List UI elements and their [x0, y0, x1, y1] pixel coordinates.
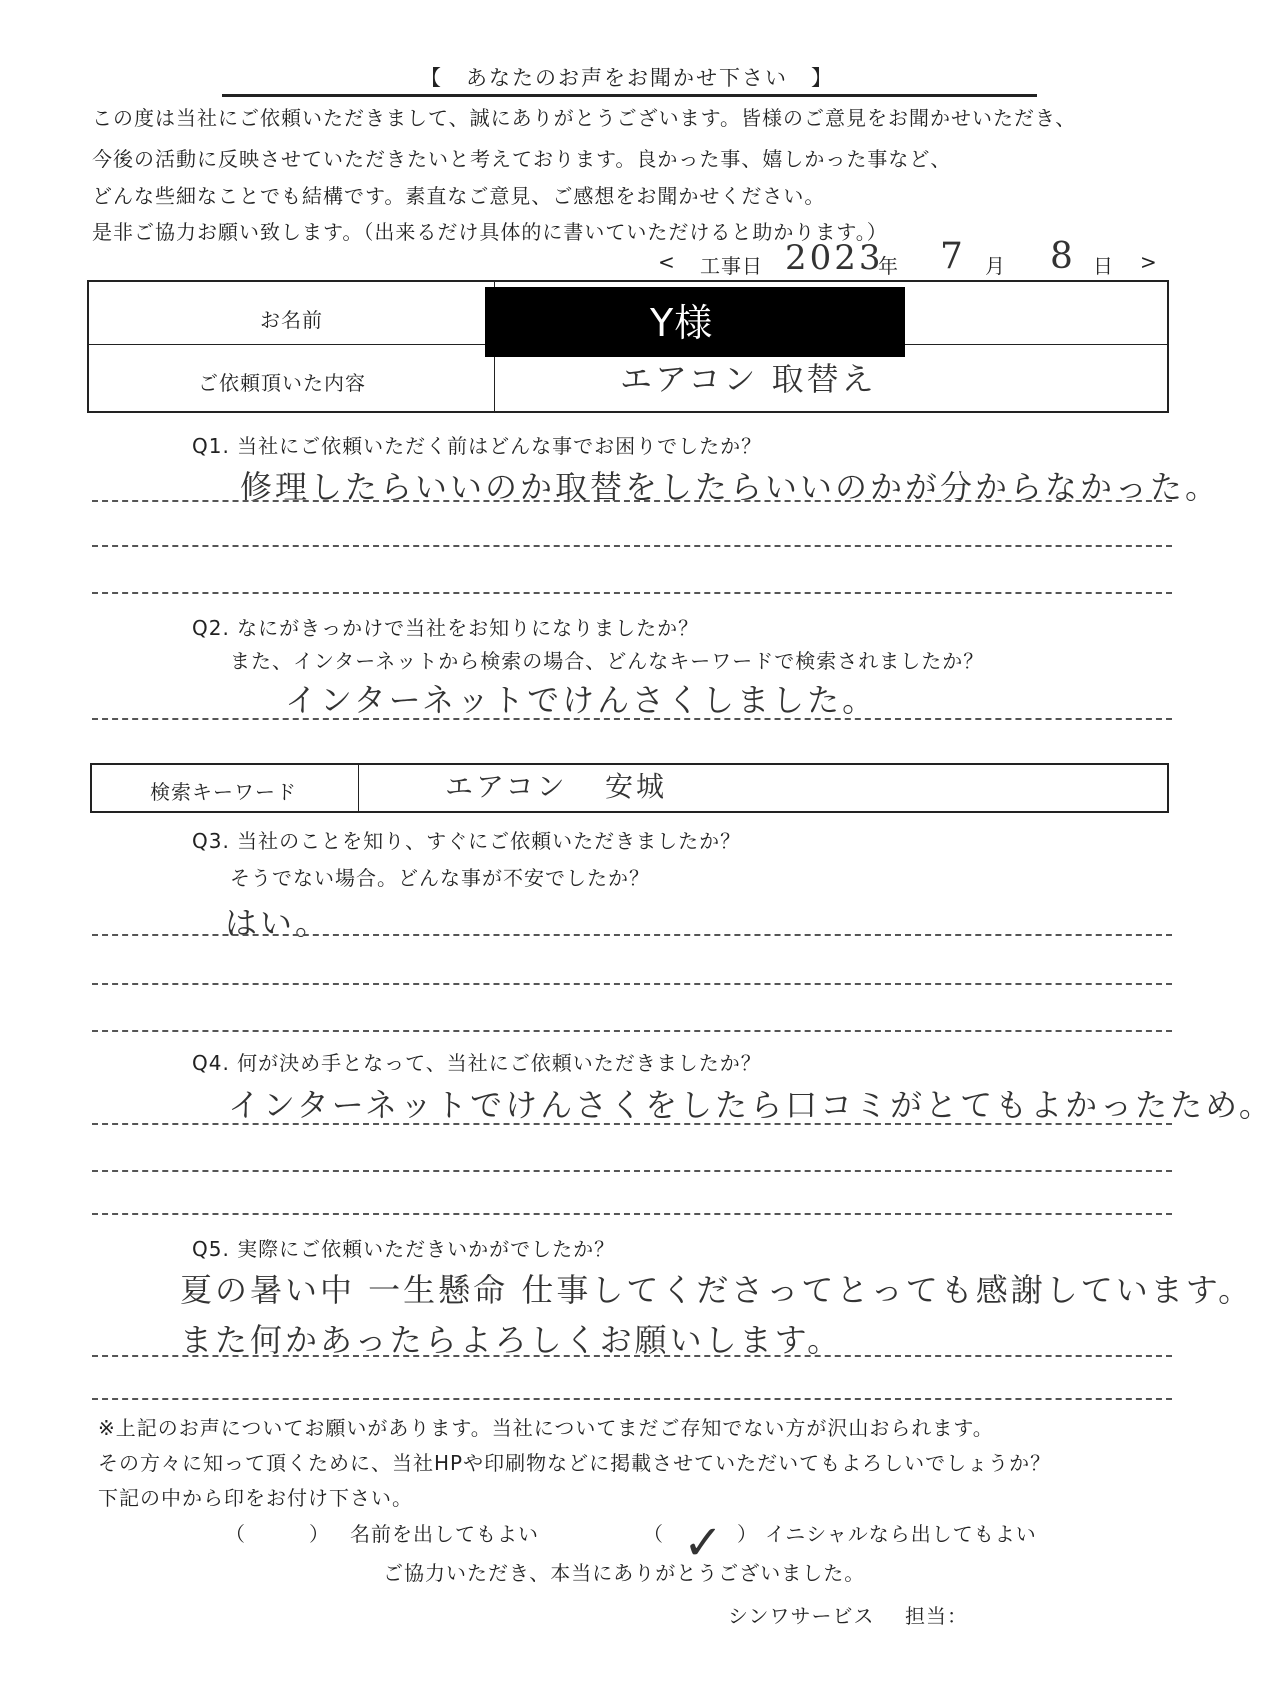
checkmark-icon: ✓ [683, 1515, 724, 1571]
date-open-bracket: < [658, 250, 676, 274]
date-year: 2023 [785, 238, 884, 278]
q4-question: Q4. 何が決め手となって、当社にご依頼いただきましたか？ [192, 1051, 762, 1075]
intro-line-2: 今後の活動に反映させていただきたいと考えております。良かった事、嬉しかった事など、 [92, 147, 952, 171]
q5-question: Q5. 実際にご依頼いただきいかがでしたか？ [192, 1237, 616, 1261]
staff-label: 担当： [905, 1604, 968, 1628]
q2-question-2: また、インターネットから検索の場合、どんなキーワードで検索されましたか？ [230, 649, 985, 673]
answer-line [92, 545, 1172, 547]
option-name-checkbox[interactable]: （ ） [225, 1522, 330, 1546]
option-initial-open[interactable]: （ [643, 1522, 664, 1546]
q2-question-1: Q2. なにがきっかけで当社をお知りになりましたか？ [192, 616, 700, 640]
answer-line [92, 1170, 1172, 1172]
option-initial-close[interactable]: ） [737, 1522, 758, 1546]
answer-line [92, 934, 1172, 936]
q5-answer-1: 夏の暑い中 一生懸命 仕事してくださってとっても感謝しています。 [180, 1271, 1254, 1309]
answer-line [92, 1355, 1172, 1357]
intro-line-4: 是非ご協力お願い致します。（出来るだけ具体的に書いていただけると助かります。） [92, 220, 888, 244]
q3-question-2: そうでない場合。どんな事が不安でしたか？ [230, 866, 650, 890]
footer-note-2: その方々に知って頂くために、当社HPや印刷物などに掲載させていただいてもよろしいでしょうか？ [98, 1451, 1052, 1475]
answer-line [92, 1123, 1172, 1125]
answer-line [92, 1398, 1172, 1400]
option-name-label: 名前を出してもよい [350, 1522, 539, 1546]
answer-line [92, 1030, 1172, 1032]
thanks-message: ご協力いただき、本当にありがとうございました。 [383, 1561, 866, 1585]
company-name: シンワサービス [728, 1604, 875, 1628]
name-label: お名前 [260, 308, 323, 332]
date-label: 工事日 [700, 254, 763, 278]
option-initial-label: イニシャルなら出してもよい [765, 1522, 1037, 1546]
q2-answer: インターネットでけんさくしました。 [285, 681, 878, 719]
date-month: 7 [940, 236, 966, 277]
answer-line [92, 983, 1172, 985]
footer-note-3: 下記の中から印をお付け下さい。 [98, 1486, 413, 1510]
answer-line [92, 500, 1172, 502]
intro-line-1: この度は当社にご依頼いただきまして、誠にありがとうございます。皆様のご意見をお聞かせいただき、 [92, 106, 1077, 130]
q5-answer-2: また何かあったらよろしくお願いします。 [180, 1321, 843, 1359]
date-month-unit: 月 [985, 254, 1006, 278]
name-value: Y様 [650, 301, 714, 345]
answer-line [92, 718, 1172, 720]
q1-question: Q1. 当社にご依頼いただく前はどんな事でお困りでしたか？ [192, 434, 763, 458]
q1-answer: 修理したらいいのか取替をしたらいいのかが分からなかった。 [240, 468, 1221, 506]
keyword-label: 検索キーワード [150, 780, 297, 804]
q3-answer: はい。 [225, 904, 331, 942]
answer-line [92, 592, 1172, 594]
request-label: ご依頼頂いた内容 [198, 371, 366, 395]
intro-line-3: どんな些細なことでも結構です。素直なご意見、ご感想をお聞かせください。 [92, 184, 826, 208]
q4-answer: インターネットでけんさくをしたら口コミがとてもよかったため。 [228, 1086, 1274, 1124]
keyword-value-1: エアコン [445, 770, 568, 803]
keyword-value-2: 安城 [605, 770, 668, 803]
date-day: 8 [1050, 236, 1076, 277]
date-day-unit: 日 [1093, 254, 1114, 278]
form-title: 【 あなたのお声をお聞かせ下さい 】 [420, 66, 834, 90]
date-year-unit: 年 [878, 254, 899, 278]
answer-line [92, 1213, 1172, 1215]
request-value: エアコン 取替え [620, 360, 877, 398]
q3-question-1: Q3. 当社のことを知り、すぐにご依頼いただきましたか？ [192, 829, 742, 853]
date-close-bracket: > [1140, 250, 1158, 274]
title-underline [222, 94, 1037, 97]
footer-note-1: ※上記のお声についてお願いがあります。当社についてまだご存知でない方が沢山おられます。 [98, 1416, 994, 1440]
keyword-divider [358, 763, 359, 813]
